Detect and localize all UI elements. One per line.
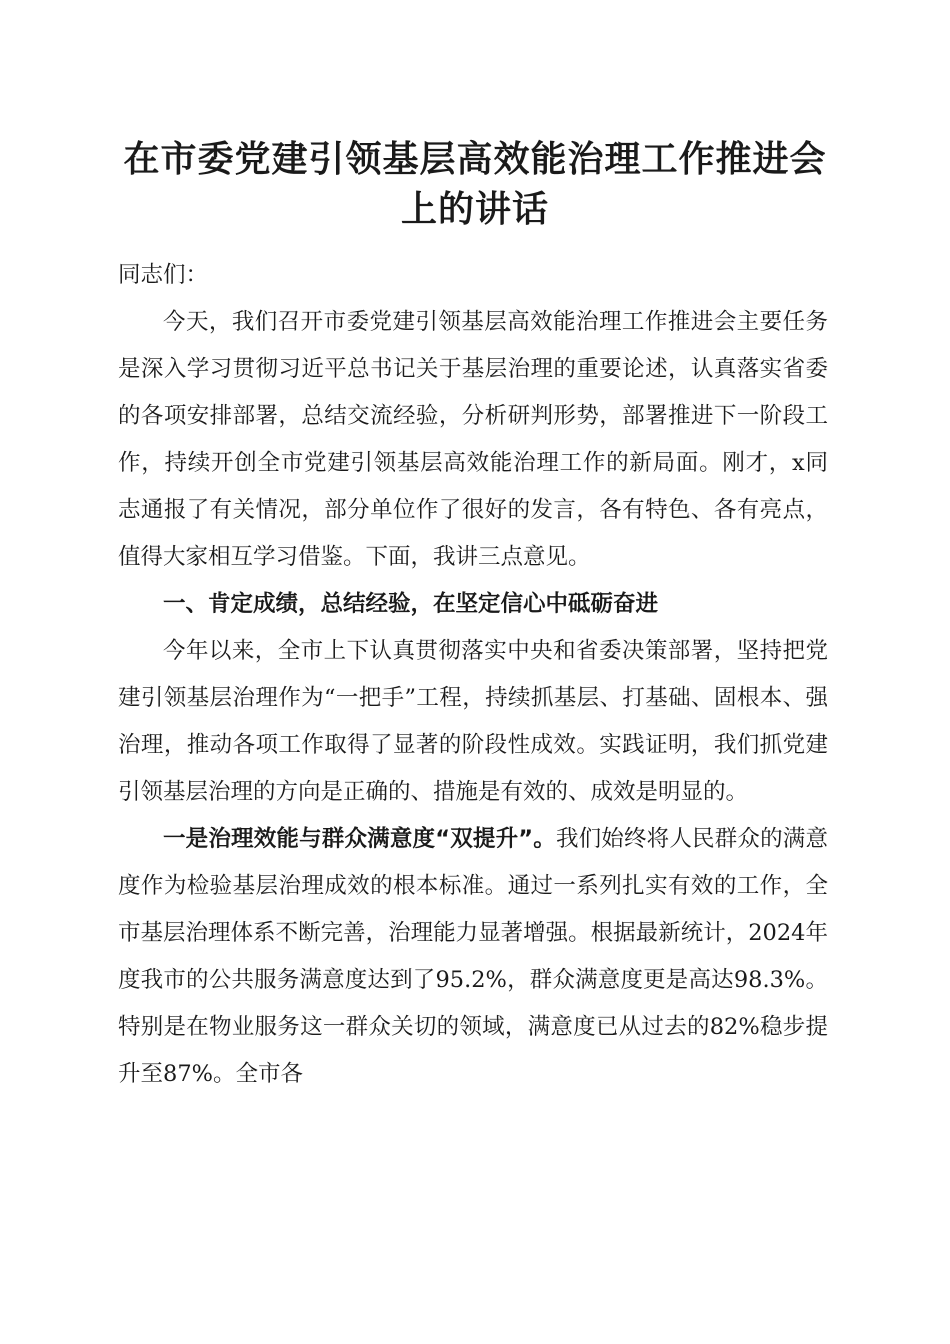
point-one-body: 我们始终将人民群众的满意度作为检验基层治理成效的根本标准。通过一系列扎实有效的工作，全市基层治理体系不断完善，治理能力显著增强。根据最新统计，2024年度我市的公共服务满意度达到了95.2%，群众满意度更是高达98.3%。特别是在物业服务这一群众关切的领域，满意度已从过去的82%稳步提升至87%。全市各: [118, 826, 828, 1087]
document-body: [118, 252, 828, 1098]
document-title: 在市委党建引领基层高效能治理工作推进会上的讲话: [123, 138, 827, 230]
salutation: 同志们：: [118, 262, 209, 288]
paragraph-opening: 今天，我们召开市委党建引领基层高效能治理工作推进会主要任务是深入学习贯彻习近平总书记关于基层治理的重要论述，认真落实省委的各项安排部署，总结交流经验，分析研判形势，部署推进下一阶段工作，持续开创全市党建引领基层高效能治理工作的新局面。刚才，x同志通报了有关情况，部分单位作了很好的发言，各有特色、各有亮点，值得大家相互学习借鉴。下面，我讲三点意见。: [118, 309, 828, 570]
paragraph-point-one: [118, 816, 828, 1098]
paragraph-achievements: 今年以来，全市上下认真贯彻落实中央和省委决策部署，坚持把党建引领基层治理作为“一把手”工程，持续抓基层、打基础、固根本、强治理，推动各项工作取得了显著的阶段性成效。实践证明，我们抓党建引领基层治理的方向是正确的、措施是有效的、成效是明显的。: [118, 638, 828, 805]
point-one-lead: 一是治理效能与群众满意度“双提升”。: [163, 826, 556, 852]
section-heading-1: 一、肯定成绩，总结经验，在坚定信心中砥砺奋进: [163, 591, 659, 617]
